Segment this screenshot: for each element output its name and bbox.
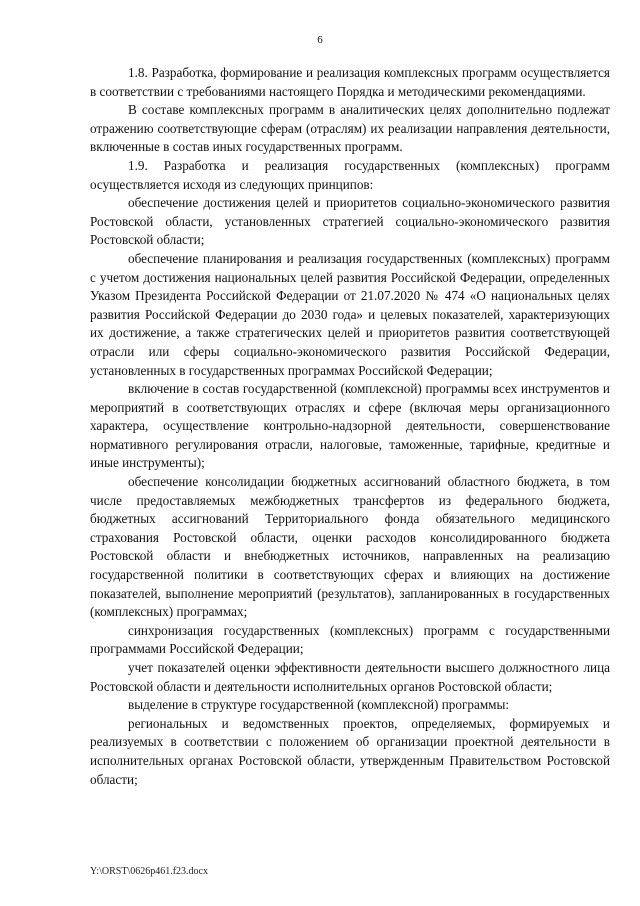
paragraph: региональных и ведомственных проектов, определяемых, формируемых и реализуемых в соответствии с положением об организации проектной деятельности в исполнительных органах Ростовской области, утвержденным Правительством Ростовской области; — [90, 715, 610, 787]
document-body — [90, 64, 610, 789]
paragraph: включение в состав государственной (комплексной) программы всех инструментов и мероприятий в соответствующих отраслях и сфере (включая меры организационного характера, осуществление контрольно-надзорной деятельности, совершенствование нормативного регулирования отрасли, налоговые, таможенные, тарифные, кредитные и иные инструменты); — [90, 381, 610, 471]
paragraph: В составе комплексных программ в аналитических целях дополнительно подлежат отражению соответствующие сферам (отраслям) их реализации направления деятельности, включенные в состав иных государственных программ. — [90, 102, 610, 155]
paragraph: 1.9. Разработка и реализация государственных (комплексных) программ осуществляется исходя из следующих принципов: — [90, 157, 610, 192]
paragraph: обеспечение консолидации бюджетных ассигнований областного бюджета, в том числе предоставляемых межбюджетных трансфертов из федерального бюджета, бюджетных ассигнований Территориального фонда обязательного медицинского страхования Ростовской области, оценки расходов консолидированного бюджета Ростовской области и внебюджетных источников, направленных на реализацию государственной политики в соответствующих сферах и влияющих на достижение показателей, выполнение мероприятий (результатов), запланированных в государственных (комплексных) программах; — [90, 474, 610, 620]
paragraph: синхронизация государственных (комплексных) программ с государственными программами Российской Федерации; — [90, 622, 610, 657]
paragraph: обеспечение планирования и реализация государственных (комплексных) программ с учетом достижения национальных целей развития Российской Федерации, определенных Указом Президента Российской Федерации от 21.07.2020 № 474 «О национальных целях развития Российской Федерации до 2030 года» и целевых показателей, характеризующих их достижение, а также стратегических целей и приоритетов развития соответствующей отрасли или сферы социально-экономического развития Российской Федерации, установленных в государственных программах Российской Федерации; — [90, 250, 610, 378]
paragraph: обеспечение достижения целей и приоритетов социально-экономического развития Ростовской области, установленных стратегией социально-экономического развития Ростовской области; — [90, 195, 610, 248]
file-path-footer: Y:\ORST\0626p461.f23.docx — [90, 866, 208, 877]
paragraph: выделение в структуре государственной (комплексной) программы: — [128, 697, 510, 713]
page-number: 6 — [317, 34, 323, 46]
paragraph: 1.8. Разработка, формирование и реализация комплексных программ осуществляется в соответствии с требованиями настоящего Порядка и методическими рекомендациями. — [90, 65, 610, 99]
paragraph: учет показателей оценки эффективности деятельности высшего должностного лица Ростовской области и деятельности исполнительных органов Ростовской области; — [90, 660, 610, 694]
